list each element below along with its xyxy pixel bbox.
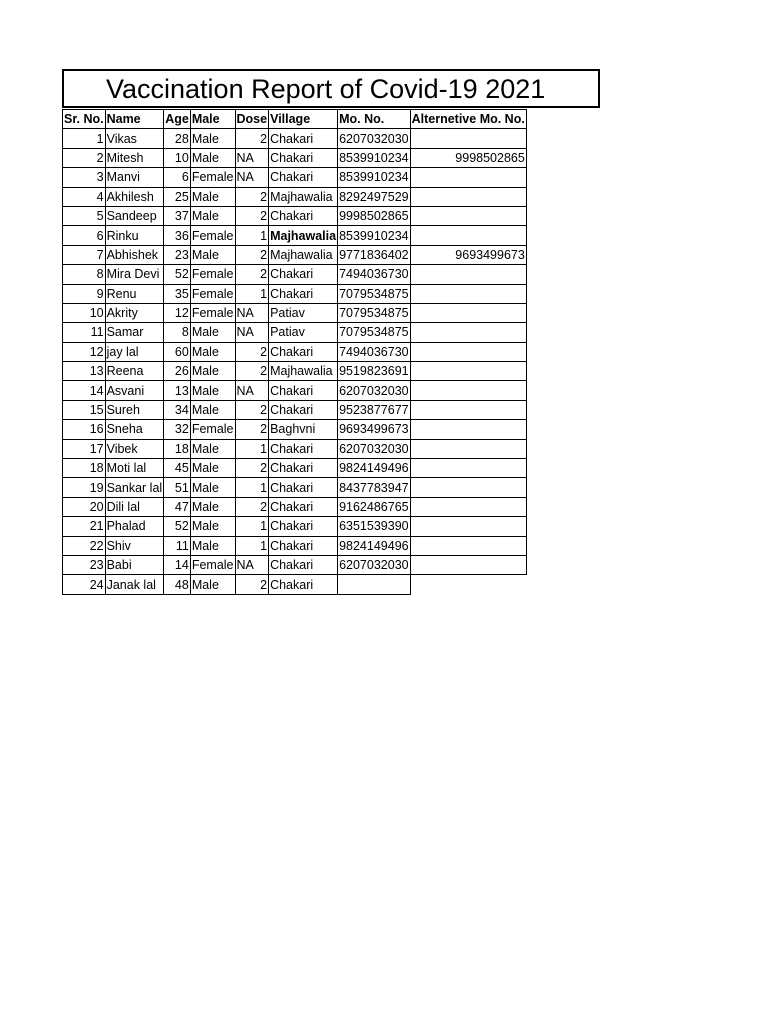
cell-gender: Male <box>190 362 235 381</box>
cell-mobile: 8539910234 <box>338 226 411 245</box>
cell-age: 52 <box>164 517 191 536</box>
cell-mobile: 8437783947 <box>338 478 411 497</box>
cell-age: 32 <box>164 420 191 439</box>
cell-mobile: 6207032030 <box>338 129 411 148</box>
cell-dose: 2 <box>235 245 269 264</box>
cell-alt-mobile <box>410 575 526 594</box>
cell-sr-no: 3 <box>63 168 106 187</box>
header-row <box>63 110 527 129</box>
col-header-sr-no: Sr. No. <box>63 110 106 129</box>
cell-village: Chakari <box>269 342 338 361</box>
cell-alt-mobile <box>410 168 526 187</box>
cell-alt-mobile: 9998502865 <box>410 148 526 167</box>
table-row <box>63 381 527 400</box>
cell-age: 47 <box>164 497 191 516</box>
cell-age: 18 <box>164 439 191 458</box>
cell-village: Patiav <box>269 303 338 322</box>
cell-mobile: 9693499673 <box>338 420 411 439</box>
cell-mobile: 9824149496 <box>338 536 411 555</box>
cell-gender: Female <box>190 265 235 284</box>
cell-sr-no: 2 <box>63 148 106 167</box>
cell-alt-mobile <box>410 206 526 225</box>
cell-mobile: 7494036730 <box>338 342 411 361</box>
table-row <box>63 148 527 167</box>
cell-age: 25 <box>164 187 191 206</box>
cell-sr-no: 17 <box>63 439 106 458</box>
cell-dose: 2 <box>235 575 269 594</box>
table-row <box>63 265 527 284</box>
cell-dose: 2 <box>235 420 269 439</box>
cell-dose: 2 <box>235 497 269 516</box>
cell-gender: Female <box>190 284 235 303</box>
cell-name: Akhilesh <box>105 187 164 206</box>
table-row <box>63 439 527 458</box>
cell-dose: 2 <box>235 265 269 284</box>
table-row <box>63 303 527 322</box>
cell-mobile: 9771836402 <box>338 245 411 264</box>
cell-gender: Female <box>190 555 235 574</box>
cell-name: Manvi <box>105 168 164 187</box>
table-row <box>63 478 527 497</box>
table-body <box>63 129 527 594</box>
cell-name: Babi <box>105 555 164 574</box>
cell-mobile: 8292497529 <box>338 187 411 206</box>
cell-gender: Male <box>190 381 235 400</box>
cell-age: 48 <box>164 575 191 594</box>
cell-alt-mobile <box>410 129 526 148</box>
table-row <box>63 206 527 225</box>
cell-dose: NA <box>235 148 269 167</box>
cell-gender: Male <box>190 342 235 361</box>
cell-alt-mobile: 9693499673 <box>410 245 526 264</box>
cell-name: Sankar lal <box>105 478 164 497</box>
cell-alt-mobile <box>410 439 526 458</box>
cell-village: Chakari <box>269 265 338 284</box>
cell-age: 34 <box>164 400 191 419</box>
cell-gender: Male <box>190 575 235 594</box>
cell-name: Rinku <box>105 226 164 245</box>
cell-sr-no: 11 <box>63 323 106 342</box>
cell-village: Chakari <box>269 555 338 574</box>
cell-dose: 2 <box>235 187 269 206</box>
cell-name: Sureh <box>105 400 164 419</box>
cell-alt-mobile <box>410 478 526 497</box>
cell-sr-no: 9 <box>63 284 106 303</box>
cell-alt-mobile <box>410 323 526 342</box>
table-row <box>63 362 527 381</box>
cell-name: jay lal <box>105 342 164 361</box>
cell-gender: Male <box>190 517 235 536</box>
cell-gender: Female <box>190 168 235 187</box>
cell-mobile: 6351539390 <box>338 517 411 536</box>
cell-village: Majhawalia <box>269 362 338 381</box>
cell-age: 23 <box>164 245 191 264</box>
cell-village: Majhawalia <box>269 245 338 264</box>
cell-gender: Male <box>190 400 235 419</box>
cell-sr-no: 24 <box>63 575 106 594</box>
cell-village: Chakari <box>269 517 338 536</box>
table-row <box>63 342 527 361</box>
cell-age: 36 <box>164 226 191 245</box>
table-row <box>63 129 527 148</box>
cell-mobile: 8539910234 <box>338 148 411 167</box>
table-row <box>63 517 527 536</box>
col-header-alt-mobile: Alternetive Mo. No. <box>410 110 526 129</box>
table-row <box>63 459 527 478</box>
cell-sr-no: 19 <box>63 478 106 497</box>
table-row <box>63 226 527 245</box>
cell-alt-mobile <box>410 226 526 245</box>
cell-age: 28 <box>164 129 191 148</box>
cell-village: Chakari <box>269 497 338 516</box>
cell-sr-no: 18 <box>63 459 106 478</box>
cell-age: 60 <box>164 342 191 361</box>
cell-mobile: 7494036730 <box>338 265 411 284</box>
table-row <box>63 323 527 342</box>
cell-sr-no: 4 <box>63 187 106 206</box>
cell-mobile: 7079534875 <box>338 323 411 342</box>
cell-name: Shiv <box>105 536 164 555</box>
cell-gender: Female <box>190 303 235 322</box>
cell-age: 6 <box>164 168 191 187</box>
table-row <box>63 555 527 574</box>
cell-alt-mobile <box>410 555 526 574</box>
cell-gender: Male <box>190 323 235 342</box>
cell-sr-no: 12 <box>63 342 106 361</box>
cell-alt-mobile <box>410 400 526 419</box>
cell-name: Samar <box>105 323 164 342</box>
cell-gender: Male <box>190 439 235 458</box>
cell-mobile: 6207032030 <box>338 381 411 400</box>
cell-name: Akrity <box>105 303 164 322</box>
cell-dose: 1 <box>235 439 269 458</box>
cell-village: Chakari <box>269 478 338 497</box>
cell-age: 13 <box>164 381 191 400</box>
cell-dose: 1 <box>235 536 269 555</box>
cell-age: 52 <box>164 265 191 284</box>
cell-age: 12 <box>164 303 191 322</box>
cell-sr-no: 22 <box>63 536 106 555</box>
cell-name: Phalad <box>105 517 164 536</box>
cell-age: 11 <box>164 536 191 555</box>
cell-sr-no: 5 <box>63 206 106 225</box>
cell-age: 45 <box>164 459 191 478</box>
cell-sr-no: 6 <box>63 226 106 245</box>
cell-alt-mobile <box>410 342 526 361</box>
cell-sr-no: 20 <box>63 497 106 516</box>
cell-sr-no: 15 <box>63 400 106 419</box>
cell-sr-no: 7 <box>63 245 106 264</box>
cell-alt-mobile <box>410 381 526 400</box>
cell-mobile: 6207032030 <box>338 555 411 574</box>
cell-mobile: 8539910234 <box>338 168 411 187</box>
col-header-mobile: Mo. No. <box>338 110 411 129</box>
cell-village: Chakari <box>269 206 338 225</box>
cell-sr-no: 16 <box>63 420 106 439</box>
cell-mobile: 9523877677 <box>338 400 411 419</box>
cell-gender: Male <box>190 478 235 497</box>
cell-dose: 1 <box>235 226 269 245</box>
table-row <box>63 497 527 516</box>
cell-age: 35 <box>164 284 191 303</box>
cell-name: Vibek <box>105 439 164 458</box>
cell-village: Chakari <box>269 400 338 419</box>
table-row <box>63 284 527 303</box>
cell-dose: NA <box>235 323 269 342</box>
cell-alt-mobile <box>410 517 526 536</box>
cell-name: Vikas <box>105 129 164 148</box>
cell-alt-mobile <box>410 303 526 322</box>
cell-dose: NA <box>235 555 269 574</box>
cell-gender: Male <box>190 206 235 225</box>
cell-dose: 1 <box>235 478 269 497</box>
cell-alt-mobile <box>410 284 526 303</box>
cell-age: 51 <box>164 478 191 497</box>
cell-alt-mobile <box>410 420 526 439</box>
cell-dose: 2 <box>235 459 269 478</box>
cell-mobile <box>338 575 411 594</box>
cell-village: Chakari <box>269 284 338 303</box>
cell-dose: 1 <box>235 517 269 536</box>
cell-gender: Female <box>190 420 235 439</box>
col-header-name: Name <box>105 110 164 129</box>
vaccination-table <box>62 109 527 595</box>
cell-gender: Male <box>190 245 235 264</box>
table-row <box>63 575 527 594</box>
table-row <box>63 536 527 555</box>
cell-alt-mobile <box>410 536 526 555</box>
cell-alt-mobile <box>410 497 526 516</box>
cell-dose: NA <box>235 303 269 322</box>
cell-mobile: 9824149496 <box>338 459 411 478</box>
cell-age: 26 <box>164 362 191 381</box>
cell-village: Chakari <box>269 148 338 167</box>
cell-village: Chakari <box>269 439 338 458</box>
cell-village: Baghvni <box>269 420 338 439</box>
cell-name: Sneha <box>105 420 164 439</box>
table-row <box>63 168 527 187</box>
cell-mobile: 6207032030 <box>338 439 411 458</box>
cell-gender: Female <box>190 226 235 245</box>
cell-dose: 2 <box>235 206 269 225</box>
cell-name: Mitesh <box>105 148 164 167</box>
table-row <box>63 400 527 419</box>
cell-mobile: 9519823691 <box>338 362 411 381</box>
cell-name: Abhishek <box>105 245 164 264</box>
cell-alt-mobile <box>410 265 526 284</box>
cell-alt-mobile <box>410 362 526 381</box>
cell-name: Renu <box>105 284 164 303</box>
cell-name: Reena <box>105 362 164 381</box>
cell-sr-no: 1 <box>63 129 106 148</box>
cell-name: Asvani <box>105 381 164 400</box>
cell-alt-mobile <box>410 459 526 478</box>
cell-village: Majhawalia <box>269 187 338 206</box>
cell-age: 37 <box>164 206 191 225</box>
cell-gender: Male <box>190 497 235 516</box>
cell-village: Chakari <box>269 575 338 594</box>
cell-sr-no: 10 <box>63 303 106 322</box>
cell-gender: Male <box>190 187 235 206</box>
cell-dose: 2 <box>235 400 269 419</box>
cell-dose: 2 <box>235 342 269 361</box>
cell-name: Dili lal <box>105 497 164 516</box>
cell-village: Chakari <box>269 459 338 478</box>
cell-sr-no: 8 <box>63 265 106 284</box>
cell-sr-no: 13 <box>63 362 106 381</box>
cell-name: Janak lal <box>105 575 164 594</box>
cell-village: Chakari <box>269 381 338 400</box>
table-row <box>63 245 527 264</box>
cell-age: 8 <box>164 323 191 342</box>
cell-dose: 2 <box>235 362 269 381</box>
cell-sr-no: 14 <box>63 381 106 400</box>
cell-dose: NA <box>235 168 269 187</box>
cell-name: Moti lal <box>105 459 164 478</box>
cell-name: Mira Devi <box>105 265 164 284</box>
col-header-village: Village <box>269 110 338 129</box>
cell-mobile: 9998502865 <box>338 206 411 225</box>
cell-dose: NA <box>235 381 269 400</box>
table-row <box>63 420 527 439</box>
cell-gender: Male <box>190 459 235 478</box>
cell-sr-no: 21 <box>63 517 106 536</box>
report-title: Vaccination Report of Covid-19 2021 <box>62 69 600 108</box>
cell-village: Chakari <box>269 168 338 187</box>
cell-mobile: 7079534875 <box>338 284 411 303</box>
cell-village: Chakari <box>269 129 338 148</box>
cell-village: Majhawalia <box>269 226 338 245</box>
cell-sr-no: 23 <box>63 555 106 574</box>
cell-gender: Male <box>190 129 235 148</box>
cell-village: Chakari <box>269 536 338 555</box>
cell-gender: Male <box>190 536 235 555</box>
cell-age: 10 <box>164 148 191 167</box>
table-row <box>63 187 527 206</box>
cell-alt-mobile <box>410 187 526 206</box>
col-header-gender: Male <box>190 110 235 129</box>
cell-dose: 2 <box>235 129 269 148</box>
cell-village: Patiav <box>269 323 338 342</box>
cell-mobile: 7079534875 <box>338 303 411 322</box>
col-header-age: Age <box>164 110 191 129</box>
col-header-dose: Dose <box>235 110 269 129</box>
cell-dose: 1 <box>235 284 269 303</box>
cell-mobile: 9162486765 <box>338 497 411 516</box>
cell-name: Sandeep <box>105 206 164 225</box>
cell-gender: Male <box>190 148 235 167</box>
cell-age: 14 <box>164 555 191 574</box>
